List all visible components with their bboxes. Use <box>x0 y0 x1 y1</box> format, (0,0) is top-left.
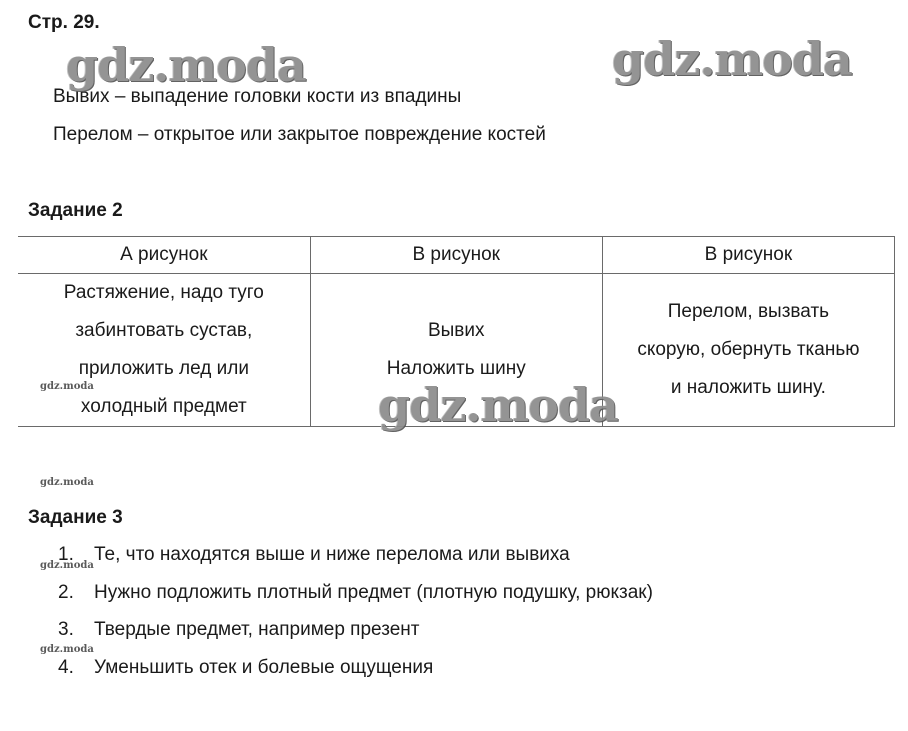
cell-line: Перелом, вызвать <box>667 301 830 322</box>
list-item <box>58 578 653 616</box>
task2-table <box>18 236 895 427</box>
column-header-c: В рисунок <box>602 237 894 274</box>
watermark-logo: gdz.moda <box>40 381 94 392</box>
item-text: Уменьшить отек и болевые ощущения <box>94 656 434 678</box>
cell-line: забинтовать сустав, <box>75 320 253 341</box>
cell-sprain <box>18 274 310 427</box>
watermark-logo: gdz.moda <box>66 38 306 92</box>
list-item <box>58 615 653 653</box>
task2-heading: Задание 2 <box>28 200 123 221</box>
cell-dislocation <box>310 274 602 427</box>
item-text: Те, что находятся выше и ниже перелома или вывиха <box>94 544 570 565</box>
watermark-logo: gdz.moda <box>40 477 94 488</box>
column-header-b: В рисунок <box>310 237 602 274</box>
item-number: 4. <box>58 656 74 678</box>
item-number: 3. <box>58 619 74 640</box>
page-number: Стр. 29. <box>28 12 100 33</box>
cell-line: и наложить шину. <box>670 377 826 398</box>
watermark-logo: gdz.moda <box>40 644 94 655</box>
cell-line: Вывих <box>427 320 485 341</box>
list-item <box>58 540 653 578</box>
table-header-row <box>18 237 895 274</box>
item-text: Нужно подложить плотный предмет (плотную подушку, рюкзак) <box>94 581 653 603</box>
cell-fracture <box>602 274 894 427</box>
item-number: 2. <box>58 581 74 603</box>
cell-line: Растяжение, надо туго <box>63 282 264 303</box>
cell-line: Наложить шину <box>386 358 526 379</box>
definition-dislocation: Вывих – выпадение головки кости из впадины <box>53 86 462 107</box>
item-text: Твердые предмет, например презент <box>94 619 420 640</box>
cell-line: скорую, обернуть тканью <box>637 339 860 360</box>
task3-list <box>58 540 653 690</box>
watermark-logo: gdz.moda <box>378 378 618 432</box>
watermark-logo: gdz.moda <box>40 560 94 571</box>
column-header-a: А рисунок <box>18 237 310 274</box>
task3-heading: Задание 3 <box>28 507 123 528</box>
table-row <box>18 274 895 427</box>
watermark-logo: gdz.moda <box>612 32 852 86</box>
cell-line: приложить лед или <box>78 358 249 379</box>
definition-fracture: Перелом – открытое или закрытое повреждение костей <box>53 124 546 145</box>
list-item <box>58 653 653 691</box>
cell-line: холодный предмет <box>80 396 247 417</box>
item-number: 1. <box>58 544 74 565</box>
